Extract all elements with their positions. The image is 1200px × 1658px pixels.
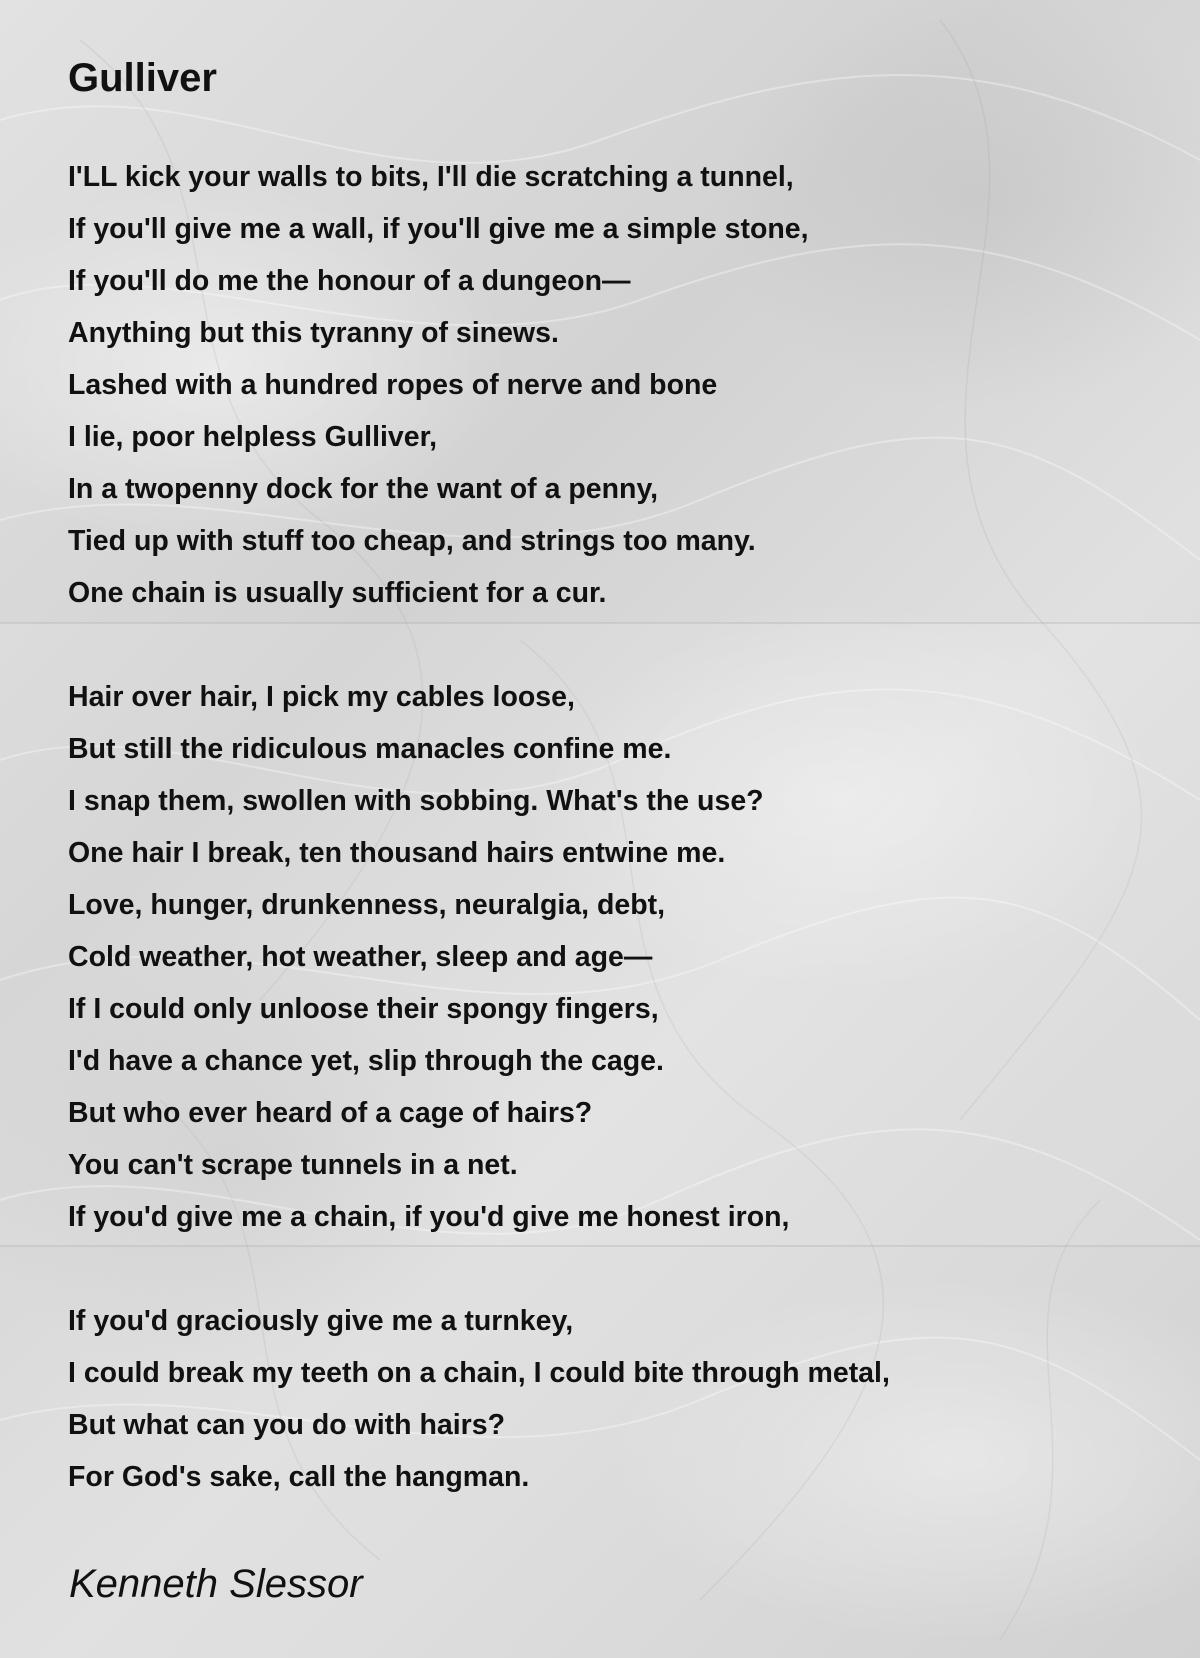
poem-title: Gulliver <box>68 56 217 100</box>
poem-line: If you'll give me a wall, if you'll give me a simple stone, <box>68 213 809 245</box>
poem-line: If you'd graciously give me a turnkey, <box>68 1305 574 1337</box>
poem-line: If you'd give me a chain, if you'd give me honest iron, <box>68 1201 790 1233</box>
poem-line: One chain is usually sufficient for a cur. <box>68 577 607 609</box>
stanza-2 <box>68 671 1168 1243</box>
poem-line: I could break my teeth on a chain, I could bite through metal, <box>68 1357 890 1389</box>
poem-line: If I could only unloose their spongy fingers, <box>68 993 659 1025</box>
poem-line: I snap them, swollen with sobbing. What's the use? <box>68 785 764 817</box>
poem-line: I lie, poor helpless Gulliver, <box>68 421 438 453</box>
poem-line: One hair I break, ten thousand hairs entwine me. <box>68 837 726 869</box>
poem-line: But what can you do with hairs? <box>68 1409 506 1441</box>
poem-line: I'd have a chance yet, slip through the cage. <box>68 1045 664 1077</box>
poem-line: But who ever heard of a cage of hairs? <box>68 1097 593 1129</box>
stanza-gap <box>68 1243 1168 1295</box>
poem-body <box>68 151 1168 1503</box>
stanza-1 <box>68 151 1168 619</box>
poem-line: You can't scrape tunnels in a net. <box>68 1149 518 1181</box>
poem-line: Lashed with a hundred ropes of nerve and bone <box>68 369 718 401</box>
poem-line: But still the ridiculous manacles confine me. <box>68 733 672 765</box>
poem-author: Kenneth Slessor <box>69 1562 363 1606</box>
poem-line: For God's sake, call the hangman. <box>68 1461 530 1493</box>
stanza-3 <box>68 1295 1168 1503</box>
poem-line: Anything but this tyranny of sinews. <box>68 317 559 349</box>
poem-line: Cold weather, hot weather, sleep and age— <box>68 941 653 973</box>
poem-line: Tied up with stuff too cheap, and strings too many. <box>68 525 756 557</box>
poem-line: In a twopenny dock for the want of a penny, <box>68 473 659 505</box>
poem-line: Love, hunger, drunkenness, neuralgia, debt, <box>68 889 666 921</box>
poem-line: Hair over hair, I pick my cables loose, <box>68 681 575 713</box>
poem-line: If you'll do me the honour of a dungeon— <box>68 265 631 297</box>
stanza-gap <box>68 619 1168 671</box>
poem-line: I'LL kick your walls to bits, I'll die scratching a tunnel, <box>68 161 794 193</box>
